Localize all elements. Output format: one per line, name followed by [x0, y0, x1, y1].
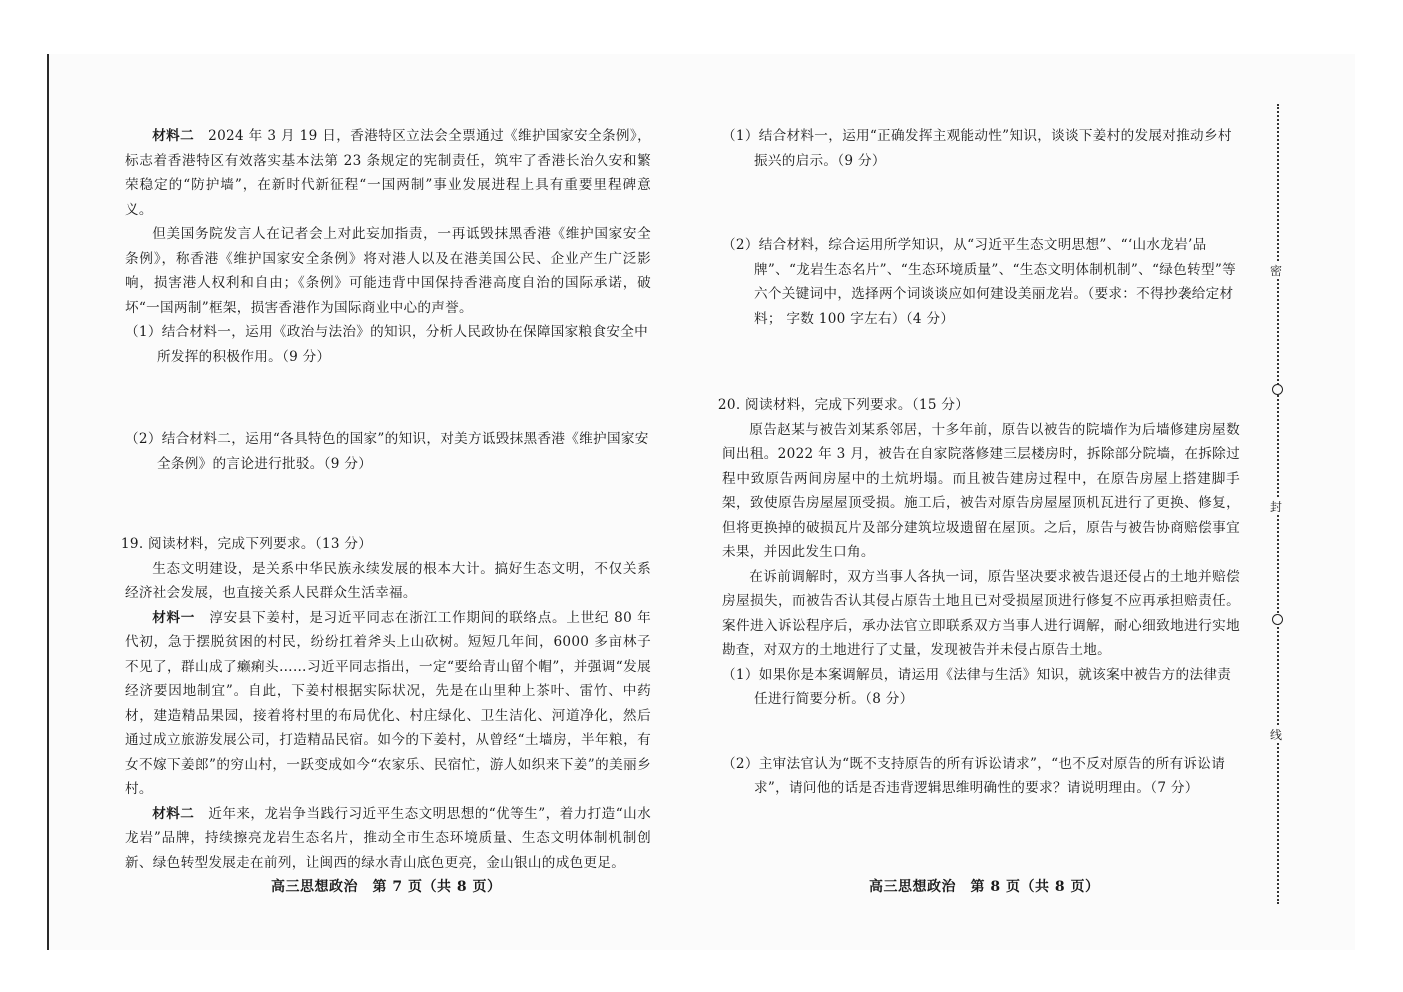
q19-material-1-text: 淳安县下姜村，是习近平同志在浙江工作期间的联络点。上世纪 80 年代初，急于摆脱贫困的村民，纷纷扛着斧头上山砍树。短短几年间，6000 多亩林子不见了，群山成了癞痢头……习近平同志指出，一定“要给青山留个帽”，并强调“发展经济要因地制宜”。自此，下姜村根据实际状况，先是在山里种上茶叶、雷竹、中药材，建造精品果园，接着将村里的布局优化、村庄绿化、卫生洁化、河道净化，然后通过成立旅游发展公司，打造精品民宿。如今的下姜村，从曾经“土墙房，半年粮，有女不嫁下姜郎”的穷山村，一跃变成如今“农家乐、民宿忙，游人如织来下姜”的美丽乡村。	[125, 609, 651, 797]
binding-label-feng: 封	[1270, 500, 1283, 514]
material-2-label: 材料二	[152, 128, 195, 144]
question-19-intro: 生态文明建设，是关系中华民族永续发展的根本大计。搞好生态文明，不仅关系经济社会发展，也直接关系人民群众生活幸福。	[125, 560, 651, 601]
question-19-2: （2）结合材料，综合运用所学知识，从“习近平生态文明思想”、“‘山水龙岩’品牌”、“龙岩生态名片”、“生态环境质量”、“生态文明体制机制”、“绿色转型”等六个关键词中，选择两个词谈谈应如何建设美丽龙岩。（要求：不得抄袭给定材料； 字数 100 字左右）（4 分）	[722, 237, 1237, 327]
q19-material-1-label: 材料一	[152, 609, 196, 626]
q19-material-2-text: 近年来，龙岩争当践行习近平生态文明思想的“优等生”，着力打造“山水龙岩”品牌，持续擦亮龙岩生态名片，推动全市生态环境质量、生态文明体制机制创新、绿色转型发展走在前列，让闽西的绿水青山底色更亮，金山银山的成色更足。	[125, 805, 651, 871]
exam-sheet	[47, 54, 1355, 950]
question-20-1: （1）如果你是本案调解员，请运用《法律与生活》知识，就该案中被告方的法律责任进行简要分析。（8 分）	[722, 666, 1232, 707]
binding-circle-top	[1272, 384, 1283, 395]
binding-label-mi: 密	[1270, 264, 1283, 278]
material-2-paragraph-1	[125, 124, 651, 222]
question-18-1: （1）结合材料一，运用《政治与法治》的知识，分析人民政协在保障国家粮食安全中所发挥的积极作用。（9 分）	[125, 324, 649, 365]
binding-circle-bottom	[1272, 614, 1283, 625]
q19-material-1	[125, 606, 651, 802]
question-20-2: （2）主审法官认为“既不支持原告的所有诉讼请求”，“也不反对原告的所有诉讼请求”，请问他的话是否违背逻辑思维明确性的要求？请说明理由。（7 分）	[722, 755, 1226, 796]
binding-label-xian: 线	[1270, 728, 1283, 742]
question-20-paragraph-2: 在诉前调解时，双方当事人各执一词，原告坚决要求被告退还侵占的土地并赔偿房屋损失，而被告否认其侵占原告土地且已对受损屋顶进行修复不应再承担赔责任。案件进入诉讼程序后，承办法官立即联系双方当事人进行调解，耐心细致地进行实地勘查，对双方的土地进行了丈量，发现被告并未侵占原告土地。	[722, 568, 1240, 658]
question-19-1: （1）结合材料一，运用“正确发挥主观能动性”知识，谈谈下姜村的发展对推动乡村振兴的启示。（9 分）	[722, 128, 1232, 169]
page-8-footer: 高三思想政治 第 8 页（共 8 页）	[869, 879, 1100, 895]
question-20-paragraph-1: 原告赵某与被告刘某系邻居，十多年前，原告以被告的院墙作为后墙修建房屋数间出租。2022 年 3 月，被告在自家院落修建三层楼房时，拆除部分院墙，在拆除过程中致原告两间房屋中的土炕坍塌。而且被告建房过程中，在原告房屋上搭建脚手架，致使原告房屋屋顶受损。施工后，被告对原告房屋屋顶机瓦进行了更换、修复，但将更换掉的破损瓦片及部分建筑垃圾遗留在屋顶。之后，原告与被告协商赔偿事宜未果，并因此发生口角。	[722, 421, 1240, 560]
q19-material-2	[125, 802, 651, 876]
page-7-footer: 高三思想政治 第 7 页（共 8 页）	[271, 879, 502, 895]
material-2-paragraph-2: 但美国务院发言人在记者会上对此妄加指责，一再诋毁抹黑香港《维护国家安全条例》，称香港《维护国家安全条例》将对港人以及在港美国公民、企业产生广泛影响，损害港人权利和自由；《条例》可能违背中国保持香港高度自治的国际承诺，破坏“一国两制”框架，损害香港作为国际商业中心的声誉。	[125, 226, 651, 316]
page-8-column	[717, 124, 1240, 801]
question-18-2: （2）结合材料二，运用“各具特色的国家”的知识，对美方诋毁抹黑香港《维护国家安全条例》的言论进行批驳。（9 分）	[125, 431, 649, 472]
question-20-title: 20. 阅读材料，完成下列要求。（15 分）	[717, 397, 970, 413]
question-19-title: 19. 阅读材料，完成下列要求。（13 分）	[120, 536, 373, 552]
material-2-text-1: 2024 年 3 月 19 日，香港特区立法会全票通过《维护国家安全条例》，标志着香港特区有效落实基本法第 23 条规定的宪制责任，筑牢了香港长治久安和繁荣稳定的“防护墙”，在新时代新征程“一国两制”事业发展进程上具有重要里程碑意义。	[125, 128, 651, 218]
q19-material-2-label: 材料二	[152, 805, 195, 822]
page-7-column	[120, 124, 651, 875]
